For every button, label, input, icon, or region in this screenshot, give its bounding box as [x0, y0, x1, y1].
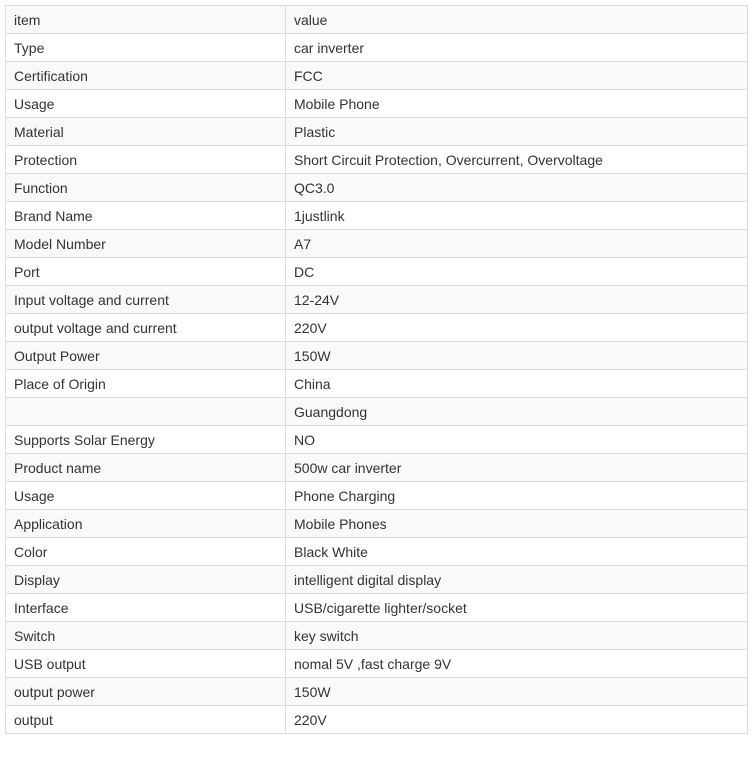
cell-value: 150W [286, 342, 748, 370]
table-row [6, 34, 748, 62]
cell-value: nomal 5V ,fast charge 9V [286, 650, 748, 678]
cell-item: Application [6, 510, 286, 538]
table-row [6, 202, 748, 230]
cell-item: Interface [6, 594, 286, 622]
cell-value: 1justlink [286, 202, 748, 230]
table-row [6, 62, 748, 90]
table-row [6, 510, 748, 538]
table-row [6, 622, 748, 650]
cell-value: Mobile Phones [286, 510, 748, 538]
table-header-row [6, 6, 748, 34]
cell-value: key switch [286, 622, 748, 650]
cell-value: FCC [286, 62, 748, 90]
spec-table [5, 5, 748, 734]
cell-item [6, 398, 286, 426]
table-row [6, 650, 748, 678]
cell-value: USB/cigarette lighter/socket [286, 594, 748, 622]
table-row [6, 90, 748, 118]
cell-value: China [286, 370, 748, 398]
table-row [6, 230, 748, 258]
spec-table-body [6, 6, 748, 734]
table-row [6, 706, 748, 734]
table-row [6, 398, 748, 426]
cell-value: 220V [286, 706, 748, 734]
cell-value: intelligent digital display [286, 566, 748, 594]
cell-item: Product name [6, 454, 286, 482]
table-row [6, 482, 748, 510]
cell-item: Output Power [6, 342, 286, 370]
cell-value: A7 [286, 230, 748, 258]
cell-item: USB output [6, 650, 286, 678]
cell-value: car inverter [286, 34, 748, 62]
table-row [6, 286, 748, 314]
cell-item: Port [6, 258, 286, 286]
cell-item: Brand Name [6, 202, 286, 230]
cell-item: Function [6, 174, 286, 202]
table-row [6, 426, 748, 454]
cell-item: Color [6, 538, 286, 566]
table-row [6, 314, 748, 342]
table-row [6, 454, 748, 482]
header-cell-item: item [6, 6, 286, 34]
table-row [6, 370, 748, 398]
table-row [6, 258, 748, 286]
cell-value: NO [286, 426, 748, 454]
cell-item: Certification [6, 62, 286, 90]
cell-value: Short Circuit Protection, Overcurrent, Overvoltage [286, 146, 748, 174]
cell-item: output power [6, 678, 286, 706]
cell-item: output voltage and current [6, 314, 286, 342]
cell-value: Black White [286, 538, 748, 566]
cell-value: Mobile Phone [286, 90, 748, 118]
cell-value: Guangdong [286, 398, 748, 426]
cell-item: Protection [6, 146, 286, 174]
cell-value: QC3.0 [286, 174, 748, 202]
cell-value: DC [286, 258, 748, 286]
cell-item: Model Number [6, 230, 286, 258]
cell-item: Input voltage and current [6, 286, 286, 314]
cell-item: Material [6, 118, 286, 146]
cell-item: Usage [6, 90, 286, 118]
table-row [6, 118, 748, 146]
spec-table-container [5, 5, 748, 734]
cell-item: Type [6, 34, 286, 62]
cell-value: 12-24V [286, 286, 748, 314]
cell-item: Place of Origin [6, 370, 286, 398]
cell-value: 220V [286, 314, 748, 342]
table-row [6, 146, 748, 174]
header-cell-value: value [286, 6, 748, 34]
cell-item: Display [6, 566, 286, 594]
cell-item: Usage [6, 482, 286, 510]
table-row [6, 678, 748, 706]
table-row [6, 174, 748, 202]
cell-item: Supports Solar Energy [6, 426, 286, 454]
cell-value: Plastic [286, 118, 748, 146]
table-row [6, 342, 748, 370]
cell-item: output [6, 706, 286, 734]
table-row [6, 566, 748, 594]
table-row [6, 538, 748, 566]
cell-item: Switch [6, 622, 286, 650]
table-row [6, 594, 748, 622]
cell-value: Phone Charging [286, 482, 748, 510]
cell-value: 150W [286, 678, 748, 706]
cell-value: 500w car inverter [286, 454, 748, 482]
